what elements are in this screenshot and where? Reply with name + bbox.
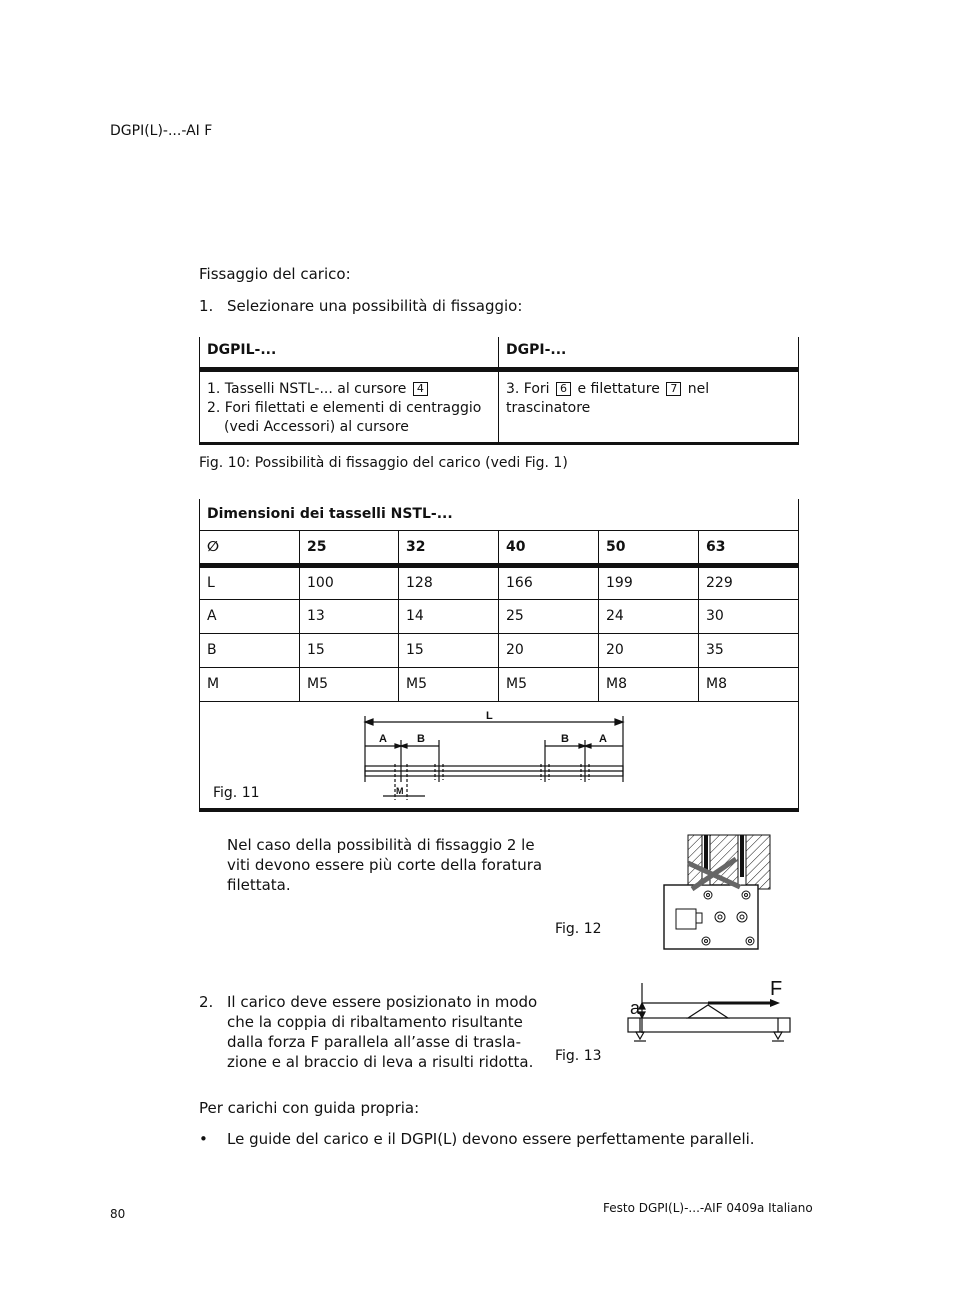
table-cell: 100 (300, 565, 399, 599)
header-cell: 32 (399, 530, 499, 565)
ref-number-box: 7 (666, 382, 681, 396)
dgpil-options-cell (200, 369, 499, 443)
header-cell: 40 (499, 530, 599, 565)
row-label: A (200, 599, 300, 633)
ref-number-box: 6 (556, 382, 571, 396)
step-2-line: Il carico deve essere posizionato in modo (227, 993, 538, 1011)
header-diameter: ∅ (200, 530, 300, 565)
option-3-text-b: e filettature (577, 380, 660, 397)
option-2-continued: (vedi Accessori) al cursore (224, 418, 409, 435)
table-title: Dimensioni dei tasselli NSTL-... (200, 499, 799, 530)
table-cell: 30 (699, 599, 799, 633)
dim-label-l: L (486, 709, 493, 722)
guide-intro: Per carichi con guida propria: (199, 1099, 420, 1117)
tilting-moment-illustration (624, 973, 796, 1047)
note-line: viti devono essere più corte della foratura (227, 856, 543, 874)
fig12-caption: Fig. 12 (555, 921, 602, 937)
step-1-number: 1. (199, 297, 214, 315)
option-3-text-c: nel trascinatore (506, 380, 710, 416)
table-cell: 35 (699, 633, 799, 667)
table-cell: 15 (300, 633, 399, 667)
table-cell: M8 (699, 667, 799, 701)
ref-number-box: 4 (413, 382, 428, 396)
fig13-caption: Fig. 13 (555, 1048, 602, 1064)
col-dgpi-header: DGPI-... (499, 337, 799, 369)
row-label: B (200, 633, 300, 667)
table-row (200, 599, 799, 633)
header-title: DGPI(L)-...-AI F (110, 123, 213, 139)
table-cell: 166 (499, 565, 599, 599)
dim-label-b: B (561, 732, 569, 745)
table-row (200, 633, 799, 667)
dgpi-options-cell (499, 369, 799, 443)
bullet-item (199, 1129, 799, 1149)
lever-arm-label-a: a (630, 998, 641, 1018)
option-3-text-a: 3. Fori (506, 380, 550, 397)
table-cell: 25 (499, 599, 599, 633)
dim-label-b: B (417, 732, 425, 745)
table-cell: 24 (599, 599, 699, 633)
table-row (200, 565, 799, 599)
col-dgpil-header: DGPIL-... (200, 337, 499, 369)
table-cell: 199 (599, 565, 699, 599)
table-cell: 15 (399, 633, 499, 667)
nstl-dimensions-table (199, 499, 799, 812)
bullet-mark: • (199, 1130, 208, 1148)
table-cell: 128 (399, 565, 499, 599)
table-cell: M8 (599, 667, 699, 701)
screw-mounting-illustration (662, 833, 772, 951)
note-paragraph (227, 835, 542, 895)
option-2-text: 2. Fori filettati e elementi di centraggio (207, 399, 482, 416)
force-label-f: F (770, 978, 783, 1000)
header-cell: 63 (699, 530, 799, 565)
table-cell: 20 (499, 633, 599, 667)
row-label: L (200, 565, 300, 599)
dim-label-a: A (379, 732, 387, 745)
option-1-text: 1. Tasselli NSTL-... al cursore (207, 380, 407, 397)
note-line: filettata. (227, 876, 291, 894)
note-line: Nel caso della possibilità di fissaggio 2 le (227, 836, 535, 854)
fixing-options-table (199, 337, 799, 445)
step-2 (199, 992, 538, 1071)
dim-label-a: A (599, 732, 607, 745)
table-cell: 229 (699, 565, 799, 599)
step-1 (199, 296, 523, 316)
footer-doc-info: Festo DGPI(L)-...-AIF 0409a Italiano (603, 1201, 813, 1215)
table-cell: M5 (300, 667, 399, 701)
step-1-text: Selezionare una possibilità di fissaggio: (227, 297, 523, 315)
step-2-text (227, 992, 537, 1072)
fig11-cell (200, 701, 799, 810)
table-cell: 13 (300, 599, 399, 633)
table-row (200, 667, 799, 701)
table-cell: M5 (399, 667, 499, 701)
fig11-caption: Fig. 11 (213, 785, 260, 801)
nstl-dimension-drawing (355, 708, 635, 808)
header-cell: 25 (300, 530, 399, 565)
table-cell: M5 (499, 667, 599, 701)
bullet-text: Le guide del carico e il DGPI(L) devono essere perfettamente paralleli. (227, 1130, 755, 1148)
table-cell: 14 (399, 599, 499, 633)
step-2-line: zione e al braccio di leva a risulti ridotta. (227, 1053, 534, 1071)
step-2-line: che la coppia di ribaltamento risultante (227, 1013, 523, 1031)
page-number: 80 (110, 1207, 126, 1221)
intro-text: Fissaggio del carico: (199, 265, 351, 283)
step-2-line: dalla forza F parallela all’asse di trasla- (227, 1033, 522, 1051)
fig10-caption: Fig. 10: Possibilità di fissaggio del carico (vedi Fig. 1) (199, 455, 568, 471)
row-label: M (200, 667, 300, 701)
dim-label-m: M (396, 785, 404, 796)
header-cell: 50 (599, 530, 699, 565)
table-cell: 20 (599, 633, 699, 667)
step-2-number: 2. (199, 993, 214, 1011)
